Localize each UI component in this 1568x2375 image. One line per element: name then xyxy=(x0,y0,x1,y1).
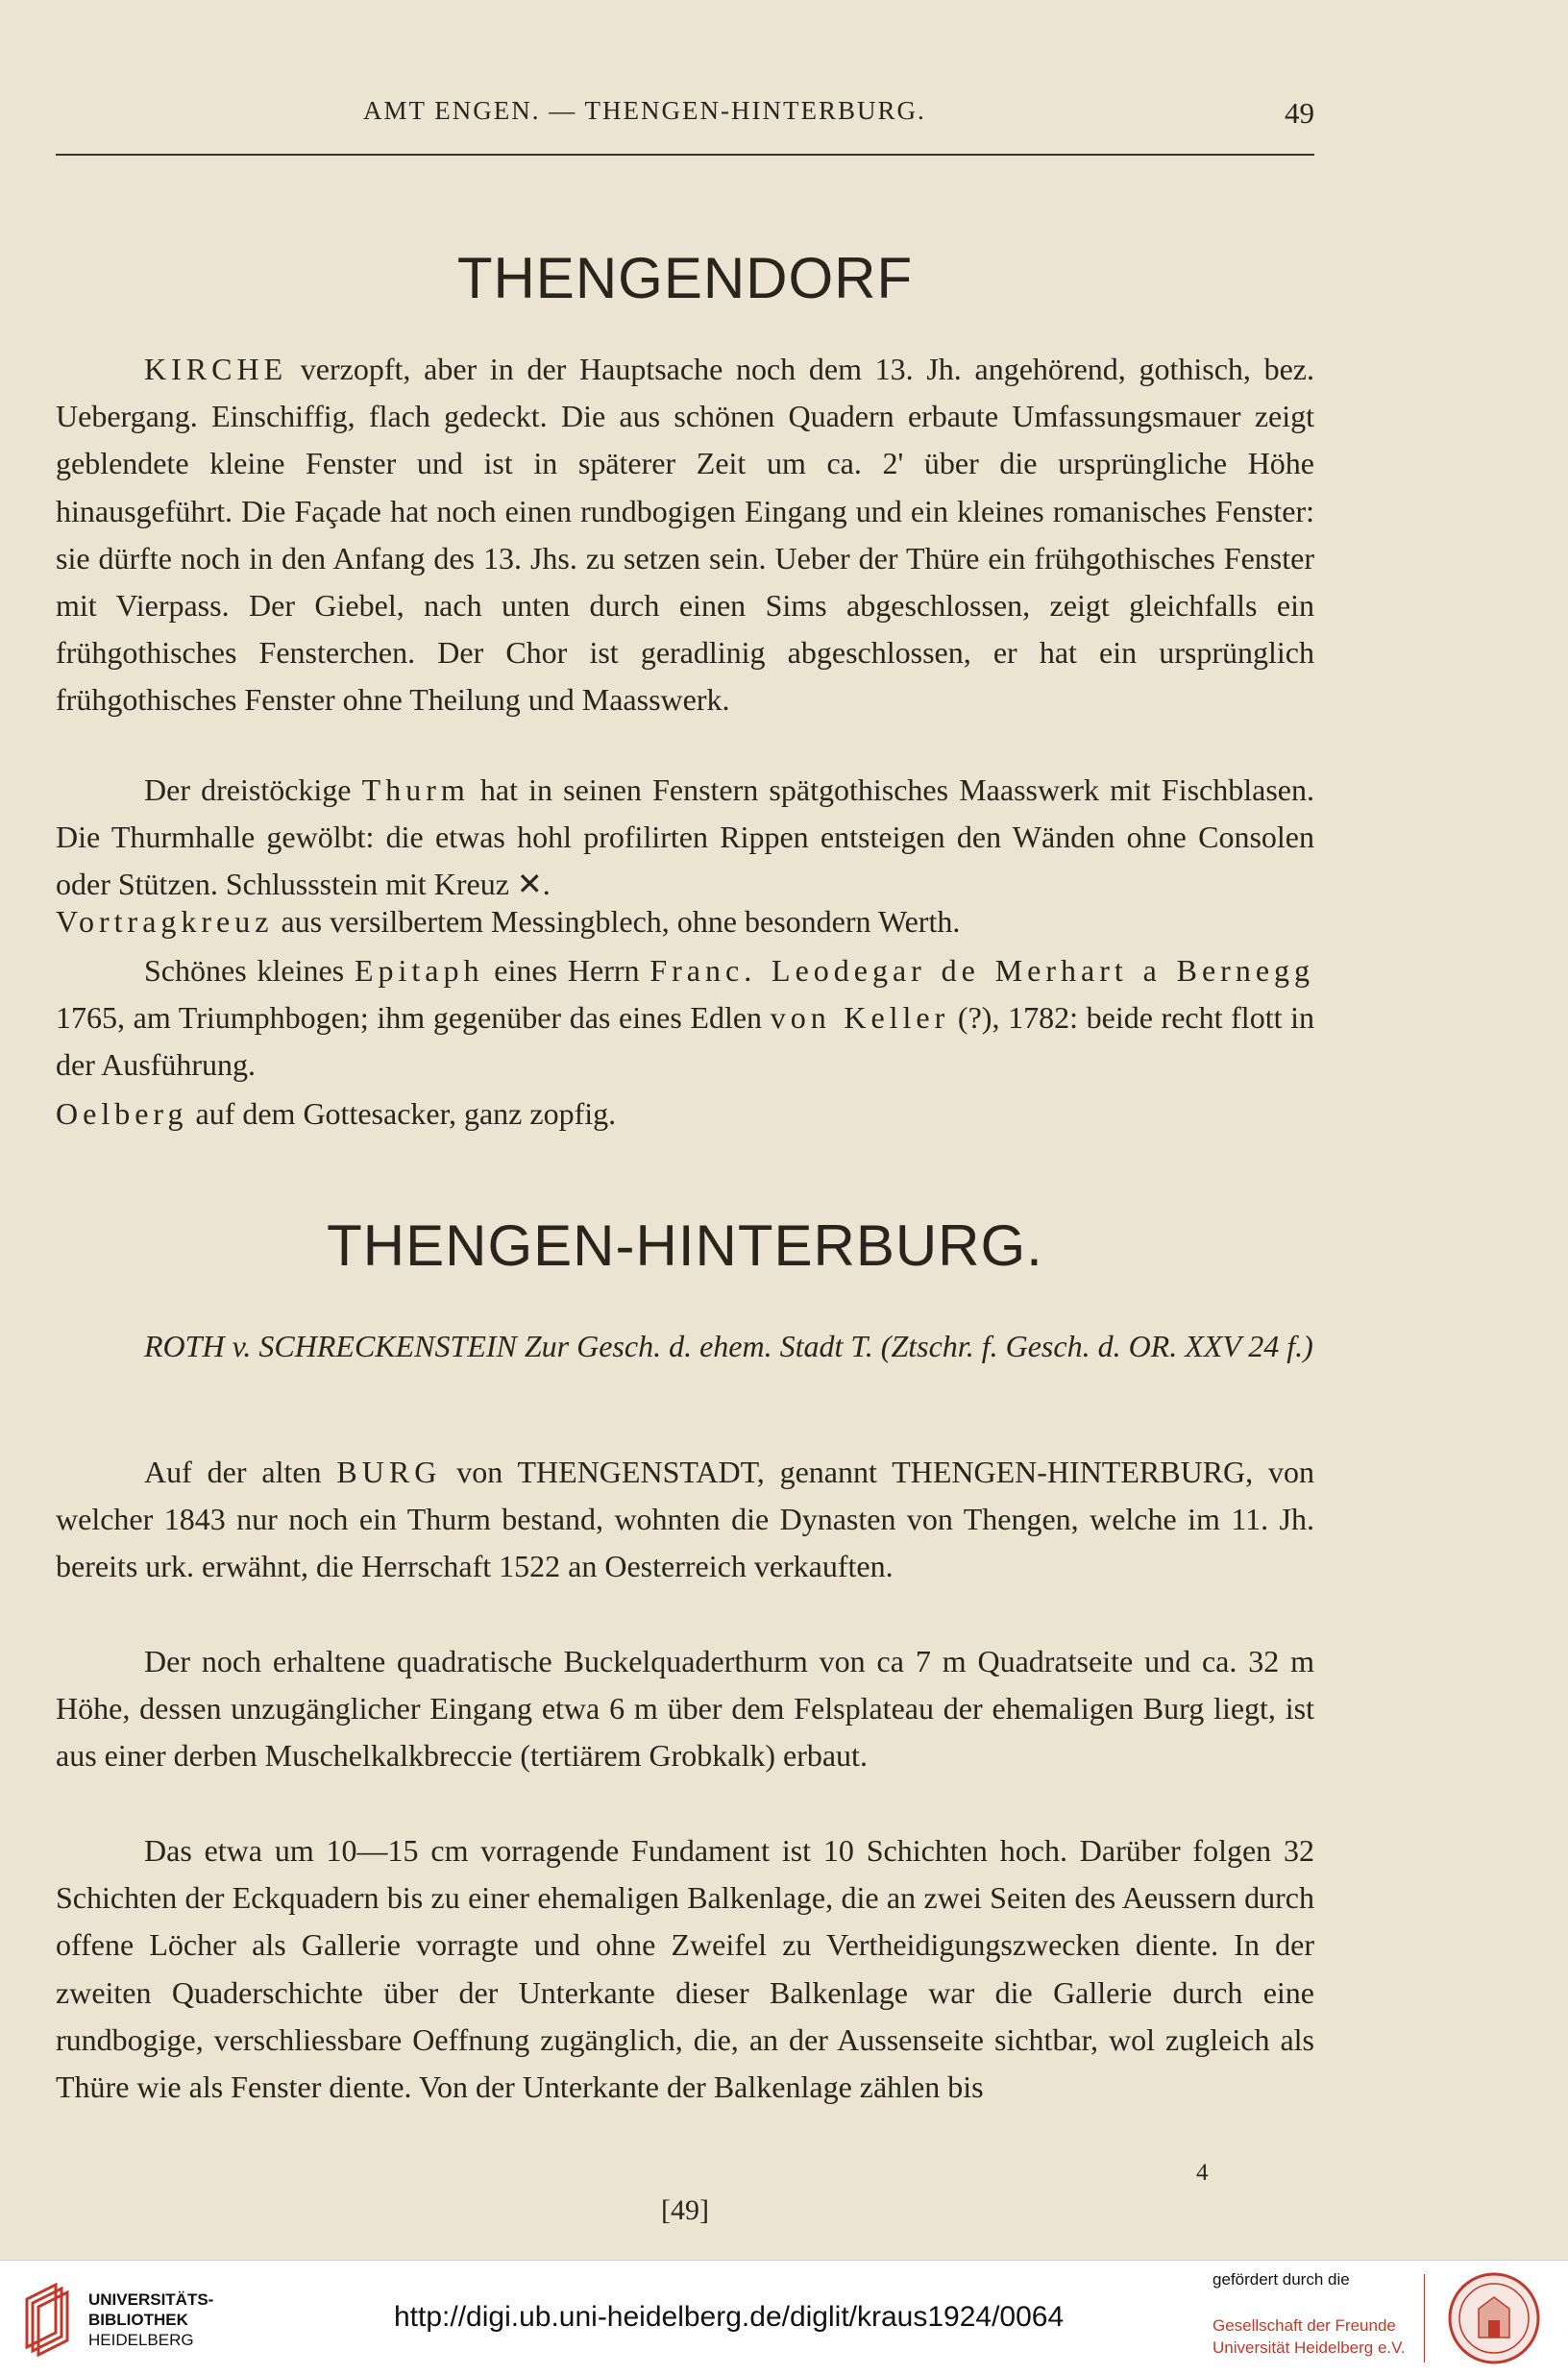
bottom-page-number: [49] xyxy=(661,2194,709,2226)
bibliographic-reference: ROTH v. SCHRECKENSTEIN Zur Gesch. d. ehem. Stadt T. (Ztschr. f. Gesch. d. OR. XXV 24 f.) xyxy=(144,1329,1313,1363)
digitization-footer xyxy=(0,2260,1568,2375)
university-library-logo-icon xyxy=(17,2280,79,2357)
society-name: Gesellschaft der Freunde Universität Heidelberg e.V. xyxy=(1213,2316,1406,2357)
term-thurm: Thurm xyxy=(361,772,470,807)
paragraph-burg: Auf der alten BURG von THENGENSTADT, genannt THENGEN-HINTERBURG, von welcher 1843 nur noch ein Thurm bestand, wohnten die Dynasten von Thengen, welche im 11. Jh. bereits urk. erwähnt, die Herrschaft 1522 an Oesterreich verkauften. xyxy=(56,1455,1315,1584)
term-keller: von Keller xyxy=(770,1000,950,1036)
term-merhart: Franc. Leodegar de Merhart a Bernegg xyxy=(649,953,1315,988)
term-kirche: KIRCHE xyxy=(144,352,288,386)
running-header xyxy=(56,96,1314,142)
term-oelberg: Oelberg xyxy=(56,1096,188,1131)
term-vortragkreuz: Vortragkreuz xyxy=(56,904,274,939)
page-number: 49 xyxy=(1285,96,1314,130)
footer-divider xyxy=(1424,2274,1425,2363)
paragraph-epitaph: Schönes kleines Epitaph eines Herrn Franc. Leodegar de Merhart a Bernegg 1765, am Triumphbogen; ihm gegenüber das eines Edlen von Keller (?), 1782: beide recht flott in der Ausführung. xyxy=(56,953,1315,1083)
funded-by-label: gefördert durch die xyxy=(1213,2270,1350,2289)
paragraph-thurm: Der dreistöckige Thurm hat in seinen Fenstern spätgothisches Maasswerk mit Fischblasen. Die Thurmhalle gewölbt: die etwas hohl profilirten Rippen entsteigen den Wänden ohne Consolen oder Stützen. Schlussstein mit Kreuz ✕. xyxy=(56,772,1315,902)
section-title-thengen-hinterburg: THENGEN-HINTERBURG. xyxy=(327,1213,1043,1278)
paragraph-buckelquaderthurm: Der noch erhaltene quadratische Buckelquaderthurm von ca 7 m Quadratseite und ca. 32 m Höhe, dessen unzugänglicher Eingang etwa 6 m über dem Felsplateau der ehemaligen Burg liegt, ist aus einer derben Muschelkalkbreccie (tertiärem Grobkalk) erbaut. xyxy=(56,1644,1314,1774)
term-epitaph: Epitaph xyxy=(354,953,484,988)
paragraph-vortragkreuz: Vortragkreuz aus versilbertem Messingblech, ohne besondern Werth. xyxy=(56,904,961,939)
header-rule xyxy=(56,154,1314,156)
signature-mark: 4 xyxy=(1196,2160,1209,2186)
paragraph-oelberg: Oelberg auf dem Gottesacker, ganz zopfig. xyxy=(56,1096,617,1131)
permalink-url[interactable]: http://digi.ub.uni-heidelberg.de/diglit/kraus1924/0064 xyxy=(394,2301,1065,2333)
term-burg: BURG xyxy=(336,1455,442,1489)
paragraph-kirche: KIRCHE verzopft, aber in der Hauptsache noch dem 13. Jh. angehörend, gothisch, bez. Uebergang. Einschiffig, flach gedeckt. Die aus schönen Quadern erbaute Umfassungsmauer zeigt geblendete kleine Fenster und ist in späterer Zeit um ca. 2' über die ursprüngliche Höhe hinausgeführt. Die Façade hat noch einen rundbogigen Eingang und ein kleines romanisches Fenster: sie dürfte noch in den Anfang des 13. Jhs. zu setzen sein. Ueber der Thüre ein frühgothisches Fenster mit Vierpass. Der Giebel, nach unten durch einen Sims abgeschlossen, zeigt gleichfalls ein frühgothisches Fensterchen. Der Chor ist geradlinig abgeschlossen, er hat ein ursprünglich frühgothisches Fenster ohne Theilung und Maasswerk. xyxy=(56,352,1314,718)
running-title: AMT ENGEN. — THENGEN-HINTERBURG. xyxy=(363,96,926,125)
section-title-thengendorf: THENGENDORF xyxy=(456,246,914,310)
paragraph-fundament: Das etwa um 10—15 cm vorragende Fundament ist 10 Schichten hoch. Darüber folgen 32 Schichten der Eckquadern bis zu einer ehemaligen Balkenlage, die an zwei Seiten des Aeussern durch offene Löcher als Gallerie vorragte und ohne Zweifel zu Vertheidigungszwecken diente. In der zweiten Quaderschichte über der Unterkante dieser Balkenlage war die Gallerie durch eine rundbogige, verschliessbare Oeffnung zugänglich, die, an der Aussenseite sichtbar, wol zugleich als Thüre wie als Fenster diente. Von der Unterkante der Balkenlage zählen bis xyxy=(56,1833,1314,2105)
library-name: UNIVERSITÄTS- BIBLIOTHEK HEIDELBERG xyxy=(88,2290,214,2349)
university-seal-icon xyxy=(1446,2270,1542,2366)
